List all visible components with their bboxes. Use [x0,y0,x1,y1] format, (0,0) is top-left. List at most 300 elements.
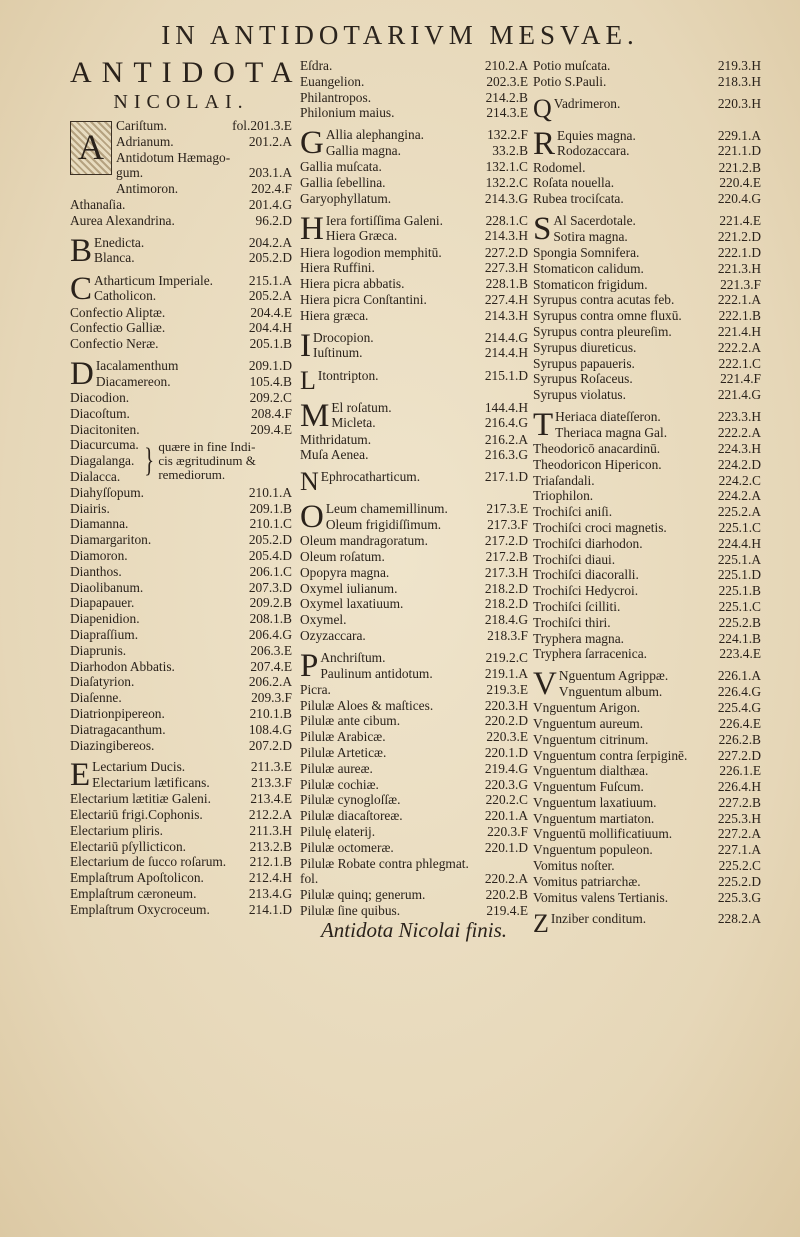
index-entry [300,903,528,919]
entry-name: Philantropos. [300,89,372,105]
entry-reference: 220.1.A [484,808,528,824]
entry-reference: 217.2.B [485,548,528,564]
index-entry [70,791,292,807]
entry-reference: 220.2.D [484,713,528,729]
entry-reference: 220.3.H [484,697,528,713]
entry-reference: 221.4.H [717,323,761,339]
index-entry [321,469,528,485]
entry-reference: 220.3.G [484,776,528,792]
entry-name: Theodoricō anacardinū. [533,440,661,456]
index-entry [533,842,761,858]
entry-name: Emplaſtrum Oxycroceum. [70,901,210,917]
index-column-2 [300,58,528,919]
index-entry [533,58,761,74]
letter-group-entries [551,911,761,927]
entry-reference: 226.2.B [718,731,761,747]
index-entry [70,722,292,738]
index-entry [533,615,761,631]
entry-reference: 228.1.B [485,276,528,292]
entry-name: Trochiſci diaui. [533,551,616,567]
entry-reference: 221.4.F [720,371,761,387]
entry-name: Syrupus Roſaceus. [533,371,633,387]
index-entry [300,612,528,628]
index-entry [70,839,292,855]
entry-reference: 213.3.F [251,775,292,791]
entry-reference: 208.4.F [251,405,292,421]
entry-reference: 205.2.D [248,532,292,548]
entry-name: Rodozaccara. [557,143,630,159]
entry-reference: 228.2.A [717,911,761,927]
index-entry [70,643,292,659]
index-entry [533,191,761,207]
entry-name: Tryphera magna. [533,630,624,646]
entry-name: Garyophyllatum. [300,190,392,206]
index-entry [116,165,292,181]
letter-group [300,499,528,536]
index-entry [533,874,761,890]
letter-group-entries [92,759,292,791]
letter-group [533,406,761,443]
entry-reference: 216.3.G [484,447,528,463]
index-entry [116,118,292,134]
index-entry [94,288,292,304]
entry-reference: 204.4.H [248,320,292,336]
index-entry [326,517,528,533]
entry-name: Vnguentum contra ſerpiginē. [533,747,688,763]
letter-group [300,469,528,495]
index-entry [533,340,761,356]
index-entry [300,260,528,276]
index-entry [551,911,761,927]
entry-name: Vnguentum aureum. [533,715,644,731]
index-column-3 [533,58,761,937]
index-entry [70,580,292,596]
entry-reference [288,150,292,166]
entry-name: Confectio Neræ. [70,336,159,352]
entry-reference: 212.2.A [248,807,292,823]
index-entry [331,400,528,416]
entry-name: Diamargariton. [70,532,152,548]
index-entry [300,682,528,698]
index-entry [533,175,761,191]
index-entry [70,690,292,706]
index-entry [70,501,292,517]
entry-name: Pilulæ aureæ. [300,760,373,776]
entry-name: Nguentum Agrippæ. [558,668,669,684]
index-entry [533,245,761,261]
index-entry [116,134,292,150]
index-entry [70,854,292,870]
entry-name: Tryphera ſarracenica. [533,646,648,662]
entry-reference: 211.3.H [249,822,292,838]
drop-capital: N [300,467,319,497]
index-entry [533,520,761,536]
entry-name: Theodoricon Hipericon. [533,456,662,472]
entry-reference: 218.3.H [717,73,761,89]
entry-name: Rodomel. [533,159,586,175]
index-entry [300,549,528,565]
index-entry [92,775,292,791]
entry-reference: 205.2.A [248,288,292,304]
entry-name: fol. [300,871,319,887]
entry-reference: 221.2.B [718,159,761,175]
entry-reference: 227.4.H [484,291,528,307]
entry-reference: 213.4.G [248,886,292,902]
index-entry [533,261,761,277]
entry-name: Hiera Ruffini. [300,260,375,276]
index-entry [70,659,292,675]
index-entry [70,516,292,532]
entry-reference: fol.201.3.E [232,118,292,133]
index-entry [70,738,292,754]
entry-name: Rubea trociſcata. [533,191,624,207]
entry-reference: 207.4.E [250,658,292,674]
drop-capital: P [300,647,319,684]
entry-reference: 206.4.G [248,626,292,642]
entry-name: Oleum frigidiſſimum. [325,516,442,532]
index-entry [533,552,761,568]
index-entry [300,856,528,872]
drop-capital: B [70,232,93,269]
entry-name: Enedicta. [94,234,145,250]
entry-name: Diapapauer. [70,595,135,611]
entry-reference: 105.4.B [249,373,292,389]
entry-name: Pilulæ Arabicæ. [300,729,386,745]
drop-capital: I [300,327,311,364]
note-line: quære in fine Indi- [158,439,256,455]
entry-name: Paulinum antidotum. [320,665,433,681]
letter-group-entries [94,273,292,305]
entry-reference: 132.2.C [485,174,528,190]
entry-name: Micleta. [331,415,376,431]
entry-reference: 209.3.F [251,690,292,706]
entry-reference: 132.1.C [485,159,528,175]
index-entry [70,406,292,422]
letter-group [300,397,528,434]
column-3-entries [533,58,761,937]
index-entry [70,706,292,722]
entry-name: Pilulæ ſine quibus. [300,902,401,918]
entry-name: Picra. [300,681,331,697]
letter-group-entries [94,235,292,267]
entry-reference: 215.1.A [248,272,292,288]
note-line: cis ægritudinum & [158,453,256,469]
entry-name: Pilulæ Aloes & maſtices. [300,697,434,713]
entry-name: Dialacca. [70,468,121,484]
index-entry [557,143,761,159]
entry-reference: 96.2.D [255,212,292,228]
index-entry [533,567,761,583]
entry-name: Diamoron. [70,547,128,563]
index-column-1 [70,56,303,918]
entry-reference: 214.1.D [248,901,292,917]
index-entry [300,308,528,324]
index-entry [533,536,761,552]
entry-name: Diaolibanum. [70,579,144,595]
index-entry [533,504,761,520]
entry-reference: 227.2.A [717,826,761,842]
entry-name: Vnguentum citrinum. [533,731,649,747]
index-entry [300,432,528,448]
letter-group [533,210,761,247]
entry-reference: 216.4.G [484,415,528,431]
entry-reference: 33.2.B [492,142,528,158]
entry-name: Hiera logodion memphitū. [300,244,442,260]
index-entry [533,779,761,795]
index-entry [553,213,761,229]
letter-group [70,270,292,307]
braced-entries [70,437,292,484]
entry-name: Spongia Somnifera. [533,244,640,260]
entry-name: Diaſatyrion. [70,674,135,690]
entry-name: Electarium lætitiæ Galeni. [70,791,211,807]
entry-reference: 208.1.B [249,611,292,627]
index-entry [70,320,292,336]
index-entry [554,96,761,112]
entry-name: Syrupus papaueris. [533,355,635,371]
index-entry [70,674,292,690]
entry-reference: 226.4.G [717,683,761,699]
index-entry [70,485,292,501]
entry-reference: 225.1.D [717,567,761,583]
index-entry [70,886,292,902]
letter-group [300,125,528,162]
index-entry [555,425,761,441]
letter-group-entries [326,127,528,159]
index-entry [559,684,761,700]
entry-reference: 222.1.D [717,244,761,260]
entry-name: Potio S.Pauli. [533,73,607,89]
entry-reference: 220.2.B [485,887,528,903]
entry-name: Aurea Alexandrina. [70,212,175,228]
entry-name: Athanaſia. [70,196,126,212]
entry-reference: 206.3.E [250,642,292,658]
entry-name: Sotira magna. [553,228,628,244]
entry-name: Confectio Aliptæ. [70,304,166,320]
entry-name: Adrianum. [116,133,174,149]
letter-group-entries [116,118,292,197]
entry-name: Trochiſci thiri. [533,614,611,630]
index-entry [533,473,761,489]
entry-name: Antidotum Hæmago- [116,149,231,165]
index-entry [70,823,292,839]
index-entry [533,277,761,293]
entry-reference: 214.4.H [484,345,528,361]
letter-group [300,647,528,684]
entry-name: Gallia ſebellina. [300,174,386,190]
entry-reference: 223.4.E [719,646,761,662]
index-entry [555,409,761,425]
entry-reference: 221.4.G [717,387,761,403]
index-entry [70,336,292,352]
entry-name: Diahyſſopum. [70,484,145,500]
entry-name: Gallia muſcata. [300,159,382,175]
letter-group-entries [318,368,528,384]
index-entry [300,191,528,207]
entry-name: Trochiſci croci magnetis. [533,519,667,535]
entry-name: Pilulæ Robate contra phlegmat. [300,855,469,871]
drop-capital: Q [533,93,552,123]
entry-reference: 224.2.A [717,488,761,504]
entry-name: Pilulę elaterij. [300,823,376,839]
entry-reference: 218.2.D [484,580,528,596]
entry-reference: 204.4.E [250,304,292,320]
letter-group [70,118,292,197]
index-entry [533,631,761,647]
brace-note [158,440,256,482]
index-entry [70,390,292,406]
entry-reference: 212.4.H [248,870,292,886]
index-entry [70,197,292,213]
entry-name: Vnguentum Arigon. [533,700,641,716]
letter-group [300,327,528,364]
entry-name: Vomitus valens Tertianis. [533,889,669,905]
entry-name: Itontripton. [317,367,379,383]
entry-name: Diarhodon Abbatis. [70,658,175,674]
entry-name: Syrupus diureticus. [533,339,637,355]
entry-name: Oleum roſatum. [300,548,385,564]
entry-name: Emplaſtrum cæroneum. [70,886,197,902]
entry-name: Oxymel iulianum. [300,580,398,596]
entry-name: Syrupus violatus. [533,387,626,403]
entry-reference: 132.2.F [487,127,528,143]
entry-name: Vnguentum martiaton. [533,810,655,826]
entry-reference: 224.2.C [718,472,761,488]
entry-reference: 226.1.A [717,668,761,684]
index-entry [300,175,528,191]
index-entry [300,74,528,90]
index-entry [533,716,761,732]
index-entry [70,611,292,627]
entry-reference: 214.2.B [485,89,528,105]
letter-group-entries [553,213,761,245]
entry-reference: 207.3.D [248,579,292,595]
index-entry [300,871,528,887]
entry-reference: 221.2.D [717,228,761,244]
entry-name: Triophilon. [533,488,594,504]
index-entry [70,595,292,611]
entry-name: Syrupus contra omne fluxū. [533,308,682,324]
index-entry [533,387,761,403]
entry-reference: 222.1.B [718,308,761,324]
entry-name: Syrupus contra pleureſim. [533,323,672,339]
entry-reference: 219.4.G [484,760,528,776]
entry-name: Diatragacanthum. [70,721,166,737]
entry-name: Vomitus noſter. [533,858,615,874]
entry-name: Equies magna. [557,127,636,143]
entry-name: Muſa Aenea. [300,447,369,463]
index-entry [533,371,761,387]
entry-reference: 224.3.H [717,440,761,456]
index-entry [533,890,761,906]
entry-name: Trochiſci diacoralli. [533,567,639,583]
entry-reference: 209.2.B [249,595,292,611]
index-entry [533,732,761,748]
index-entry [300,713,528,729]
entry-reference: 209.2.C [249,389,292,405]
entry-name: Hiera picra Conſtantini. [300,291,427,307]
entry-reference: 229.1.A [717,127,761,143]
entry-name: Diagalanga. [70,453,135,469]
entry-reference: 225.2.C [718,858,761,874]
index-entry [70,532,292,548]
index-entry [300,729,528,745]
index-entry [320,650,528,666]
entry-name: gum. [116,165,144,181]
entry-name: Allia alephangina. [325,127,425,143]
index-entry [320,666,528,682]
drop-capital: G [300,125,324,162]
letter-group-entries [96,358,292,390]
entry-reference: 224.1.B [718,630,761,646]
index-entry [533,160,761,176]
index-entry [70,902,292,918]
entry-reference: 225.1.C [718,598,761,614]
entry-reference: 220.4.G [717,191,761,207]
entry-reference: 218.3.F [487,627,528,643]
entry-name: Diapraſſium. [70,626,139,642]
entry-name: Pilulæ diacaſtoreæ. [300,808,403,824]
entry-name: Diaſenne. [70,690,122,706]
column-2-entries [300,58,528,919]
letter-group-entries [326,501,528,533]
entry-name: Oxymel laxatiuum. [300,596,404,612]
index-entry [533,763,761,779]
entry-name: Diairis. [70,500,110,516]
entry-name: Vnguentum populeon. [533,842,653,858]
entry-reference: 201.4.G [248,196,292,212]
entry-reference: 227.1.A [717,842,761,858]
entry-reference: 205.2.D [248,250,292,266]
entry-reference: 220.2.A [484,871,528,887]
index-entry [533,599,761,615]
entry-reference: 214.3.H [484,307,528,323]
entry-name: Pilulæ quinq; generum. [300,887,426,903]
index-entry [300,628,528,644]
letter-group-entries [313,330,528,362]
index-entry [326,228,528,244]
entry-name: Trochiſci ſcilliti. [533,598,621,614]
entry-name: Antimoron. [116,181,179,197]
index-entry [313,330,528,346]
entry-name: Electarium de ſucco roſarum. [70,854,227,870]
entry-reference: 220.3.E [486,729,528,745]
entry-name: Hiera græca. [300,307,369,323]
entry-name: Electariū frigi.Cophonis. [70,807,203,823]
entry-reference: 214.4.G [484,329,528,345]
entry-reference: 220.4.E [719,175,761,191]
index-entry [533,457,761,473]
closing-line: Antidota Nicolai finis. [320,918,508,942]
entry-name: Lectarium Ducis. [92,759,186,775]
entry-name: Hiera picra abbatis. [300,276,405,292]
letter-group-entries [555,409,761,441]
index-entry [331,415,528,431]
entry-reference: 227.2.D [717,747,761,763]
index-entry [300,565,528,581]
index-entry [300,292,528,308]
entry-reference: 201.2.A [248,133,292,149]
entry-name: Iacalamenthum [95,357,179,373]
entry-reference: 225.2.D [717,873,761,889]
index-entry [70,213,292,229]
entry-name: Vnguentū mollificatiuum. [533,826,673,842]
entry-reference: 217.3.H [484,564,528,580]
entry-reference: 220.1.D [484,744,528,760]
entry-name: Catholicon. [94,288,157,304]
entry-name: Gallia magna. [325,142,401,158]
index-entry [533,488,761,504]
